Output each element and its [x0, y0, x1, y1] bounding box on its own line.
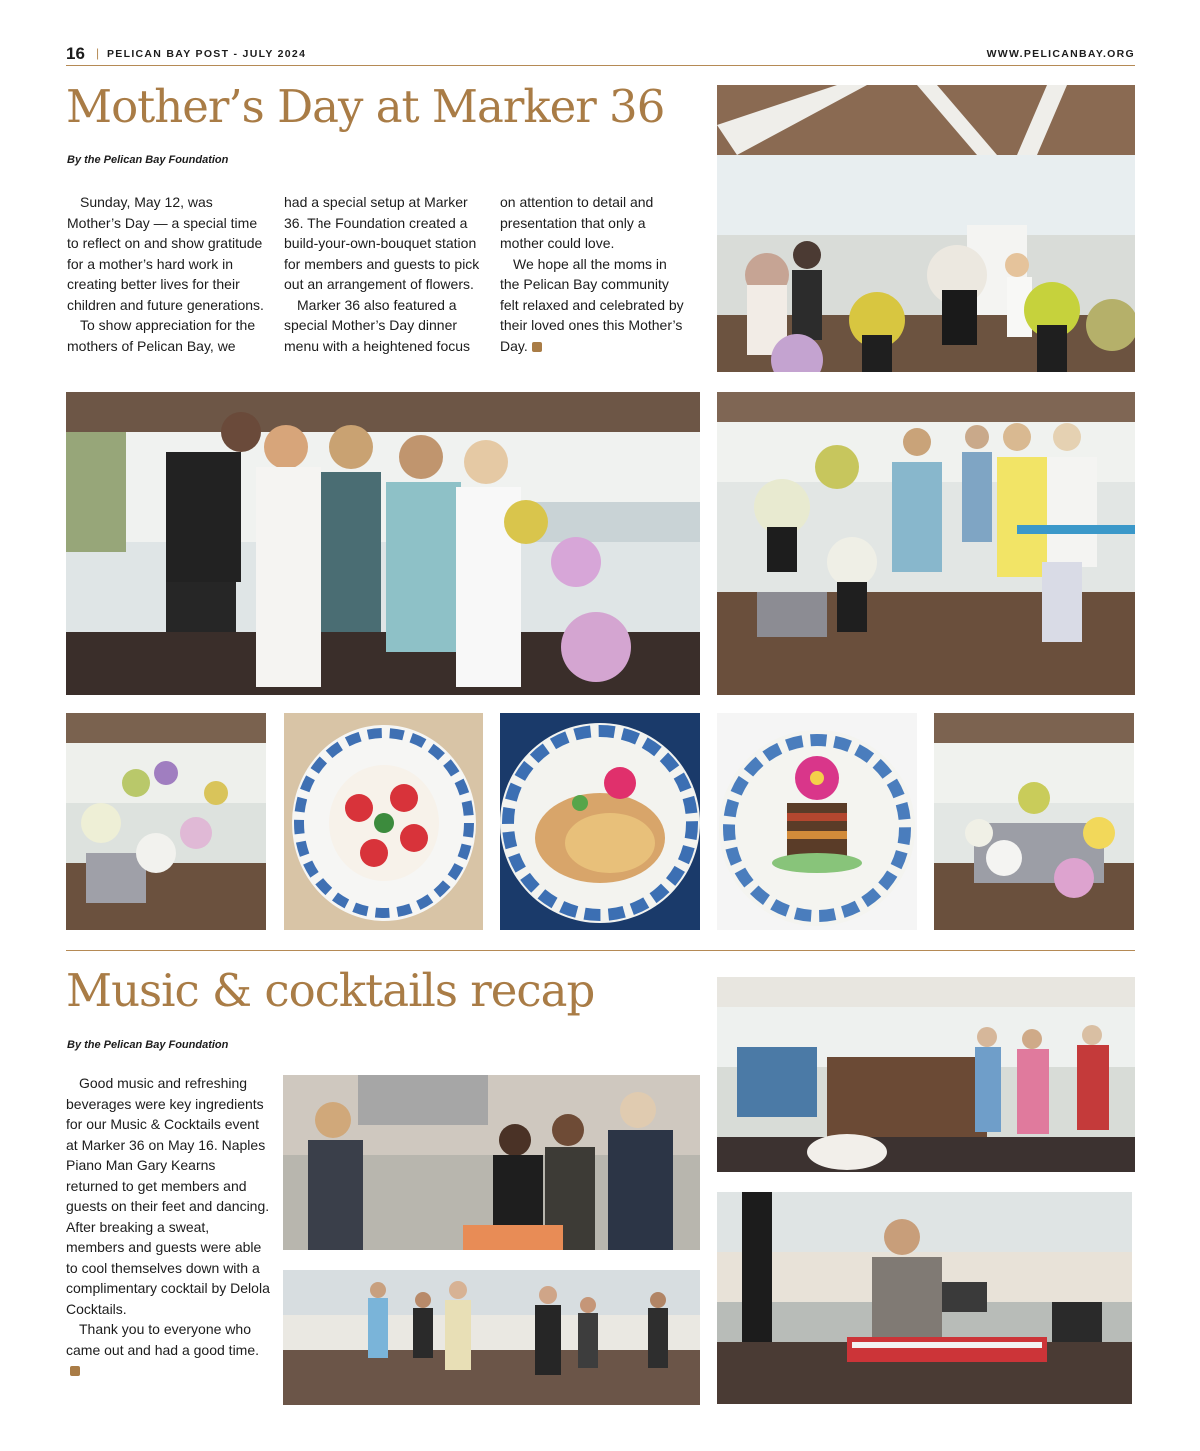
header-separator: |: [96, 46, 100, 60]
article1-byline: By the Pelican Bay Foundation: [67, 154, 229, 166]
photo-stacked-appetizer: [717, 713, 917, 930]
photo-group-with-bouquets: [66, 392, 700, 695]
photo-bar-flower-display: [934, 713, 1134, 930]
paragraph: To show appreciation for the mothers of Pelican Bay, we: [67, 317, 256, 354]
page-header: [66, 44, 1135, 66]
photo-guests-browsing-flowers: [717, 392, 1135, 695]
article2-byline: By the Pelican Bay Foundation: [67, 1039, 229, 1051]
paragraph: [500, 254, 686, 357]
photo-fish-entree: [500, 713, 700, 930]
paragraph: on attention to detail and presentation that only a mother could love.: [500, 194, 654, 251]
end-mark-icon: [70, 1366, 80, 1376]
photo-bouquet-station: [717, 85, 1135, 372]
page-number: 16: [66, 44, 85, 63]
paragraph-text: Thank you to everyone who came out and had a good time.: [66, 1321, 260, 1358]
paragraph: Good music and refreshing beverages were key ingredients for our Music & Cocktails event at Marker 36 on May 16. Naples Piano Man Gary Kearns returned to get members and guests on their feet and dancing. After breaking a sweat, members and guests were able to cool themselves down with a complimentary cocktail by Delola Cocktails.: [66, 1075, 270, 1317]
photo-flower-tables: [66, 713, 266, 930]
photo-piano-performer: [717, 1192, 1132, 1404]
section-divider: [66, 950, 1135, 951]
paragraph-text: We hope all the moms in the Pelican Bay community felt relaxed and celebrated by their loved ones this Mother’s Day.: [500, 255, 684, 354]
paragraph: had a special setup at Marker 36. The Foundation created a build-your-own-bouquet station for members and guests to pick out an arrangement of flowers.: [284, 194, 480, 292]
article2-headline: Music & cocktails recap: [66, 964, 595, 1017]
paragraph: Sunday, May 12, was Mother’s Day — a special time to reflect on and show gratitude for a mother’s hard work in creating better lives for their children and future generations.: [67, 194, 264, 313]
article1-column-2: [284, 192, 484, 356]
publication-title: PELICAN BAY POST - JULY 2024: [107, 48, 307, 60]
article1-headline: Mother’s Day at Marker 36: [66, 80, 665, 133]
photo-cocktail-hosts: [283, 1075, 700, 1250]
article2-column: [66, 1073, 270, 1381]
photo-dancing-guests: [283, 1270, 700, 1405]
end-mark-icon: [532, 342, 542, 352]
photo-bar-crowd: [717, 977, 1135, 1172]
article1-column-3: [500, 192, 686, 356]
article1-column-1: [67, 192, 269, 356]
photo-caprese-dish: [284, 713, 483, 930]
paragraph: Marker 36 also featured a special Mother’s Day dinner menu with a heightened focus: [284, 296, 471, 354]
paragraph: [66, 1319, 270, 1381]
website-url[interactable]: WWW.PELICANBAY.ORG: [986, 48, 1135, 60]
